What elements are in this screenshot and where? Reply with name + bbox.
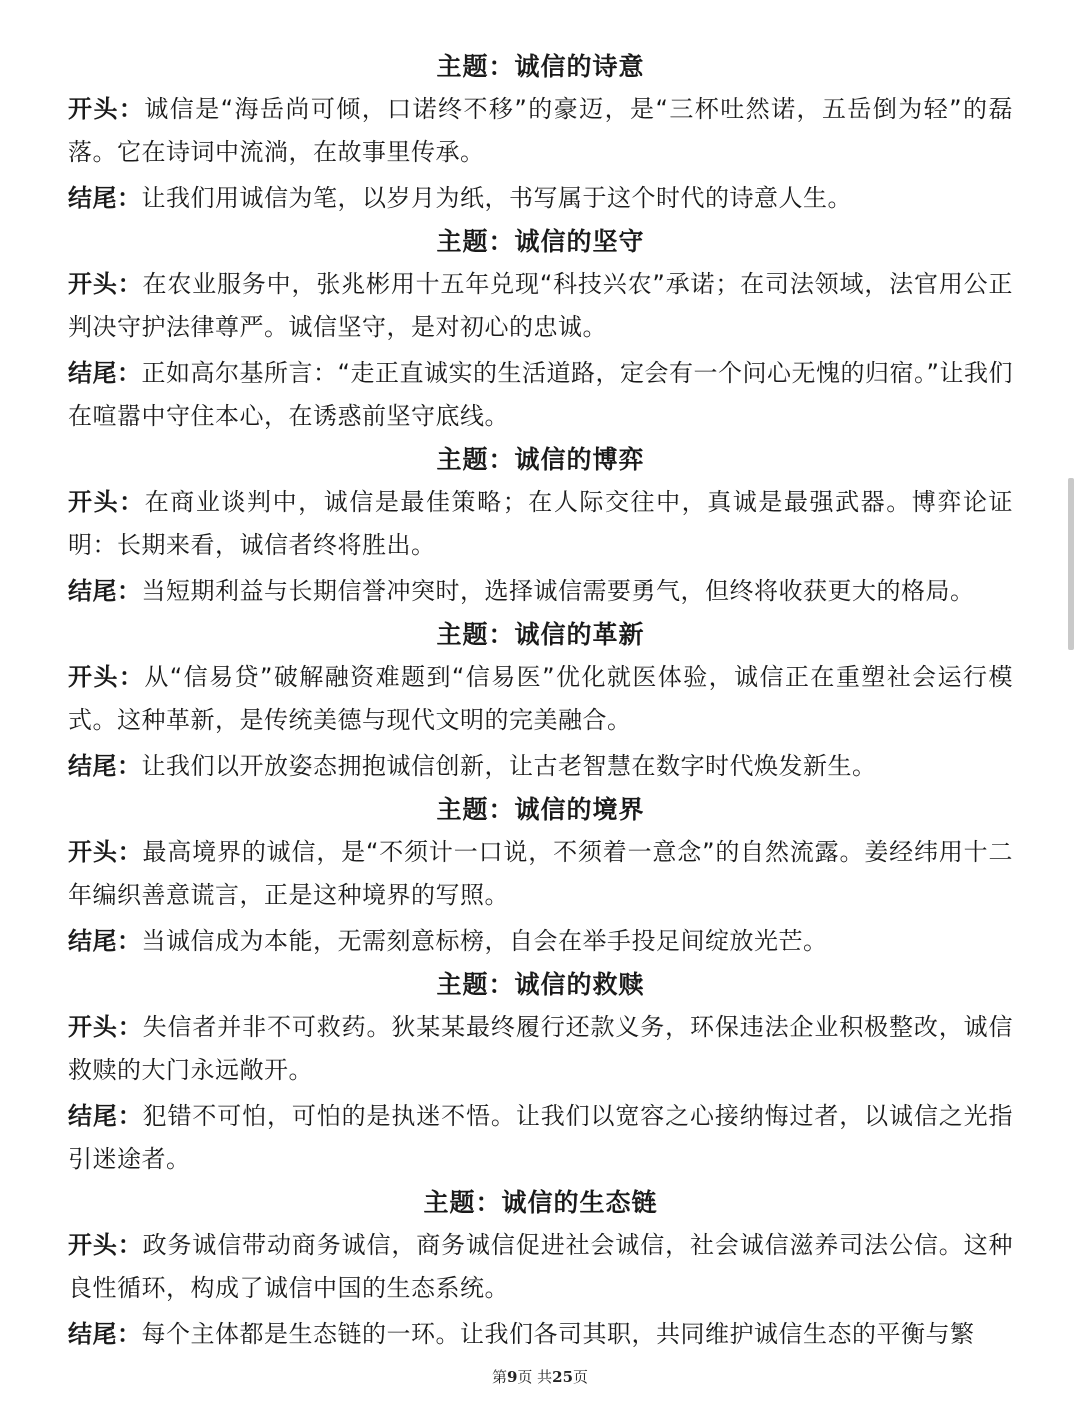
closing-paragraph — [68, 1095, 1013, 1181]
closing-text: 当短期利益与长期信誉冲突时，选择诚信需要勇气，但终将收获更大的格局。 — [141, 577, 975, 605]
opening-text: 最高境界的诚信，是“不须计一口说，不须着一意念”的自然流露。姜经纬用十二年编织善意谎言，正是这种境界的写照。 — [68, 838, 1013, 909]
opening-text: 失信者并非不可救药。狄某某最终履行还款义务，环保违法企业积极整改，诚信救赎的大门永远敞开。 — [68, 1013, 1014, 1084]
closing-text: 当诚信成为本能，无需刻意标榜，自会在举手投足间绽放光芒。 — [141, 927, 828, 955]
closing-paragraph — [68, 570, 1013, 613]
opening-paragraph — [68, 481, 1013, 567]
section-game — [68, 441, 1013, 613]
footer-prefix: 第 — [491, 1368, 507, 1386]
section-theme: 主题：诚信的诗意 — [436, 52, 645, 81]
opening-text: 在农业服务中，张兆彬用十五年兑现“科技兴农”承诺；在司法领域，法官用公正判决守护法律尊严。诚信坚守，是对初心的忠诚。 — [68, 270, 1013, 341]
opening-text: 政务诚信带动商务诚信，商务诚信促进社会诚信，社会诚信滋养司法公信。这种良性循环，构成了诚信中国的生态系统。 — [68, 1231, 1014, 1302]
opening-paragraph — [68, 1224, 1013, 1310]
opening-paragraph — [68, 263, 1013, 349]
section-theme: 主题：诚信的坚守 — [436, 227, 645, 256]
closing-paragraph — [68, 745, 1013, 788]
closing-paragraph — [68, 920, 1013, 963]
opening-label: 开头： — [68, 838, 143, 866]
closing-label: 结尾： — [68, 752, 142, 780]
closing-label: 结尾： — [68, 359, 142, 387]
opening-paragraph — [68, 1006, 1013, 1092]
opening-label: 开头： — [68, 1231, 143, 1259]
current-page-number: 9 — [506, 1368, 518, 1386]
section-realm — [68, 791, 1013, 963]
section-redemption — [68, 966, 1013, 1181]
opening-label: 开头： — [68, 488, 145, 516]
section-persistence — [68, 223, 1013, 438]
footer-mid: 页 共 — [517, 1368, 553, 1386]
section-poetic — [68, 48, 1013, 220]
page-footer — [0, 1366, 1080, 1387]
closing-text: 犯错不可怕，可怕的是执迷不悟。让我们以宽容之心接纳悔过者，以诚信之光指引迷途者。 — [68, 1102, 1014, 1173]
closing-text: 让我们用诚信为笔，以岁月为纸，书写属于这个时代的诗意人生。 — [141, 184, 852, 212]
closing-text: 正如高尔基所言：“走正直诚实的生活道路，定会有一个问心无愧的归宿。”让我们在喧嚣中守住本心，在诱惑前坚守底线。 — [68, 359, 1013, 430]
closing-text: 让我们以开放姿态拥抱诚信创新，让古老智慧在数字时代焕发新生。 — [141, 752, 877, 780]
total-page-number: 25 — [552, 1368, 574, 1386]
closing-label: 结尾： — [68, 927, 142, 955]
opening-paragraph — [68, 831, 1013, 917]
opening-text: 诚信是“海岳尚可倾，口诺终不移”的豪迈，是“三杯吐然诺，五岳倒为轻”的磊落。它在诗词中流淌，在故事里传承。 — [68, 95, 1014, 166]
section-theme: 主题：诚信的救赎 — [436, 970, 645, 999]
closing-paragraph — [68, 352, 1013, 438]
opening-label: 开头： — [68, 95, 145, 123]
closing-label: 结尾： — [68, 1102, 143, 1130]
opening-label: 开头： — [68, 270, 143, 298]
section-theme: 主题：诚信的博弈 — [436, 445, 645, 474]
scrollbar-thumb[interactable] — [1068, 478, 1074, 650]
opening-text: 在商业谈判中，诚信是最佳策略；在人际交往中，真诚是最强武器。博弈论证明：长期来看，诚信者终将胜出。 — [68, 488, 1014, 559]
opening-paragraph — [68, 88, 1013, 174]
section-innovation — [68, 616, 1013, 788]
section-theme: 主题：诚信的生态链 — [423, 1188, 658, 1217]
closing-label: 结尾： — [68, 1320, 142, 1348]
closing-label: 结尾： — [68, 577, 142, 605]
closing-paragraph — [68, 177, 1013, 220]
document-page — [68, 48, 1013, 1359]
opening-label: 开头： — [68, 663, 145, 691]
footer-suffix: 页 — [573, 1368, 589, 1386]
closing-label: 结尾： — [68, 184, 142, 212]
opening-text: 从“信易贷”破解融资难题到“信易医”优化就医体验，诚信正在重塑社会运行模式。这种革新，是传统美德与现代文明的完美融合。 — [68, 663, 1014, 734]
section-ecosystem — [68, 1184, 1013, 1356]
closing-text: 每个主体都是生态链的一环。让我们各司其职，共同维护诚信生态的平衡与繁 — [141, 1320, 975, 1348]
closing-paragraph — [68, 1313, 1013, 1356]
section-theme: 主题：诚信的境界 — [436, 795, 645, 824]
opening-paragraph — [68, 656, 1013, 742]
section-theme: 主题：诚信的革新 — [436, 620, 645, 649]
opening-label: 开头： — [68, 1013, 143, 1041]
